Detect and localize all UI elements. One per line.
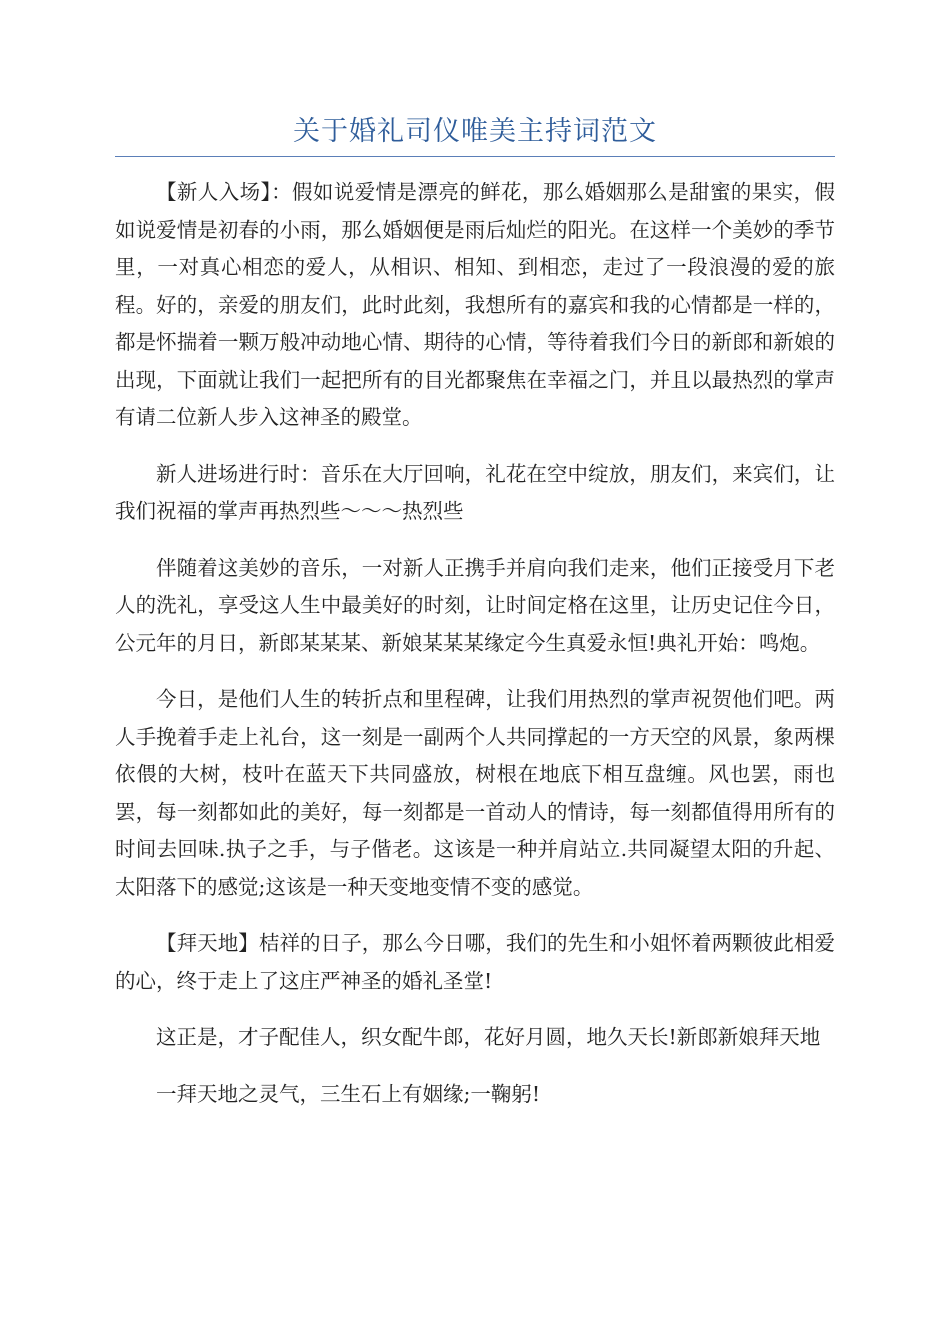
paragraph: 这正是，才子配佳人，织女配牛郎，花好月圆，地久天长!新郎新娘拜天地: [156, 1025, 821, 1049]
paragraph: 【新人入场】：假如说爱情是漂亮的鲜花，那么婚姻那么是甜蜜的果实，假如说爱情是初春的小雨，那么婚姻便是雨后灿烂的阳光。在这样一个美妙的季节里，一对真心相恋的爱人，从相识、相知、到相恋，走过了一段浪漫的爱的旅程。好的，亲爱的朋友们，此时此刻，我想所有的嘉宾和我的心情都是一样的，都是怀揣着一颗万般冲动地心情、期待的心情，等待着我们今日的新郎和新娘的出现，下面就让我们一起把所有的目光都聚焦在幸福之门，并且以最热烈的掌声有请二位新人步入这神圣的殿堂。: [115, 180, 835, 429]
paragraph: 今日，是他们人生的转折点和里程碑，让我们用热烈的掌声祝贺他们吧。两人手挽着手走上礼台，这一刻是一副两个人共同撑起的一方天空的风景，象两棵依偎的大树，枝叶在蓝天下共同盛放，树根在地底下相互盘缠。风也罢，雨也罢，每一刻都如此的美好，每一刻都是一首动人的情诗，每一刻都值得用所有的时间去回味.执子之手，与子偕老。这该是一种并肩站立.共同凝望太阳的升起、太阳落下的感觉;这该是一种天变地变情不变的感觉。: [115, 687, 835, 899]
paragraph: 伴随着这美妙的音乐，一对新人正携手并肩向我们走来，他们正接受月下老人的洗礼，享受这人生中最美好的时刻，让时间定格在这里，让历史记住今日，公元年的月日，新郎某某某、新娘某某某缘定今生真爱永恒!典礼开始：鸣炮。: [115, 555, 835, 655]
paragraph: 一拜天地之灵气，三生石上有姻缘;一鞠躬!: [156, 1081, 541, 1106]
title-block: [115, 112, 835, 157]
paragraph: 新人进场进行时：音乐在大厅回响，礼花在空中绽放，朋友们，来宾们，让我们祝福的掌声再热烈些～～～热烈些: [115, 461, 835, 523]
document-body: [115, 174, 835, 1132]
paragraph: 【拜天地】桔祥的日子，那么今日哪，我们的先生和小姐怀着两颗彼此相爱的心，终于走上了这庄严神圣的婚礼圣堂!: [115, 931, 835, 993]
page-title: 关于婚礼司仪唯美主持词范文: [293, 116, 657, 147]
